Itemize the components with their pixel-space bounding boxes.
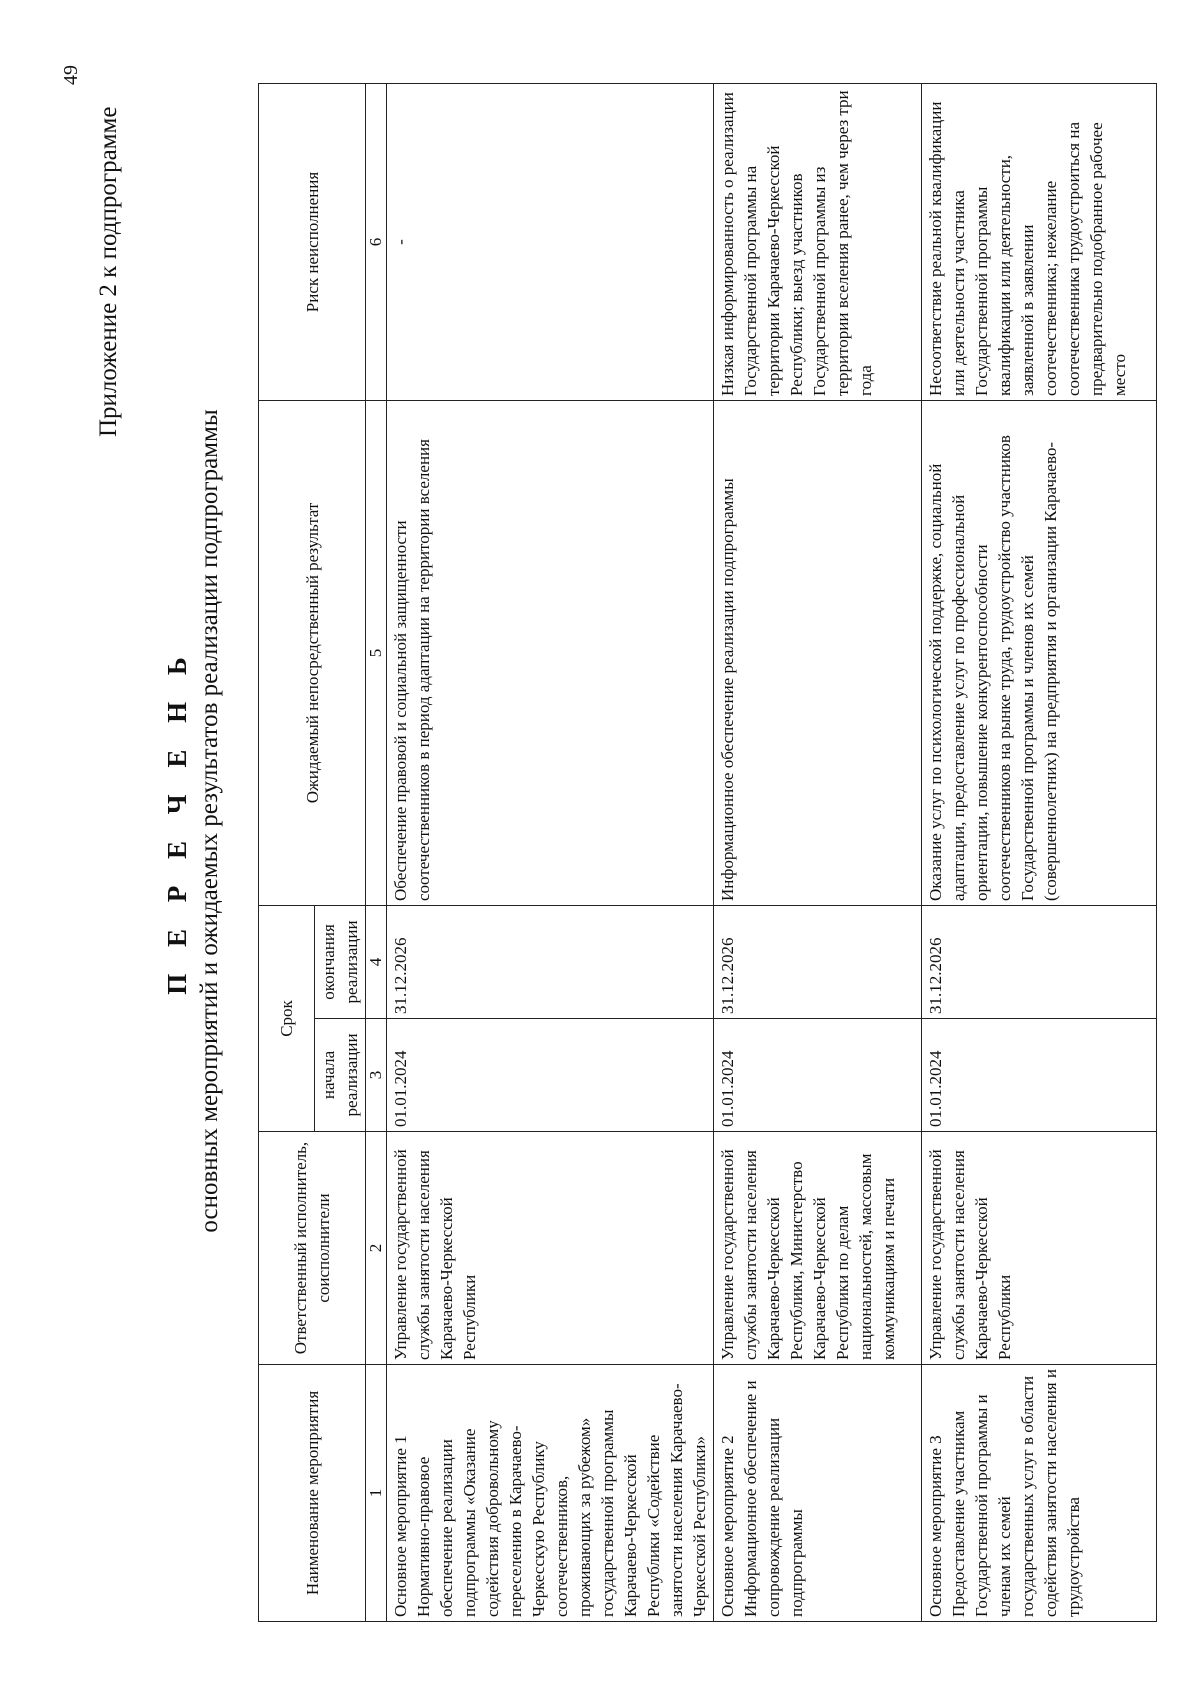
activity-executor: Управление государственной службы занятости населения Карачаево-Черкесской Республики — [387, 1132, 714, 1365]
column-number-row — [366, 83, 387, 1621]
column-number: 2 — [366, 1132, 387, 1365]
header-name: Наименование мероприятия — [259, 1365, 366, 1622]
column-number: 3 — [366, 1019, 387, 1132]
activities-table — [258, 83, 1157, 1622]
header-risk: Риск неисполнения — [259, 83, 366, 400]
activity-start: 01.01.2024 — [714, 1019, 922, 1132]
header-term: Срок — [259, 905, 315, 1131]
column-number: 5 — [366, 400, 387, 905]
header-start: начала реализации — [315, 1019, 366, 1132]
table-row — [714, 83, 922, 1621]
document-subtitle: основных мероприятий и ожидаемых результатов реализации подпрограммы — [196, 409, 223, 1233]
activity-name: Основное мероприятие 2 Информационное обеспечение и сопровождение реализации подпрограммы — [714, 1365, 922, 1622]
appendix-title: Приложение 2 к подпрограмме — [95, 106, 122, 437]
activity-result: Обеспечение правовой и социальной защищенности соотечественников в период адаптации на территории вселения — [387, 400, 714, 905]
table-row — [922, 83, 1157, 1621]
activity-end: 31.12.2026 — [387, 905, 714, 1018]
activity-result: Оказание услуг по психологической поддержке, социальной адаптации, предоставление услуг по профессиональной ориентации, повышение конкурентоспособности соотечественников на рынке труда, трудоустройство участников Государственной программы и членов их семей (совершеннолетних) на предприятия и организации Карачаево- — [922, 400, 1157, 905]
header-executor: Ответственный исполнитель, соисполнители — [259, 1132, 366, 1365]
activity-start: 01.01.2024 — [387, 1019, 714, 1132]
activity-end: 31.12.2026 — [922, 905, 1157, 1018]
activity-risk: Низкая информированность о реализации Государственной программы на территории Карачаево-Черкесской Республики; выезд участников Государственной программы из территории вселения ранее, чем через три года — [714, 83, 922, 400]
page-number: 49 — [60, 65, 82, 85]
activity-start: 01.01.2024 — [922, 1019, 1157, 1132]
activity-risk: Несоответствие реальной квалификации или деятельности участника Государственной программы квалификации или деятельности, заявленной в заявлении соотечественника; нежелание соотечественника трудоустроиться на предварительно подобранное рабочее место — [922, 83, 1157, 400]
activity-executor: Управление государственной службы занятости населения Карачаево-Черкесской Республики — [922, 1132, 1157, 1365]
header-end: окончания реализации — [315, 905, 366, 1018]
column-number: 4 — [366, 905, 387, 1018]
header-result: Ожидаемый непосредственный результат — [259, 400, 366, 905]
column-number: 1 — [366, 1365, 387, 1622]
activity-name: Основное мероприятие 3 Предоставление участникам Государственной программы и членам их семей государственных услуг в области содействия занятости населения и трудоустройства — [922, 1365, 1157, 1622]
document-title: П Е Р Е Ч Е Н Ь — [162, 647, 192, 995]
activity-executor: Управление государственной службы занятости населения Карачаево-Черкесской Республики, Министерство Карачаево-Черкесской Республики по делам национальностей, массовым коммуникациям и печати — [714, 1132, 922, 1365]
activity-end: 31.12.2026 — [714, 905, 922, 1018]
activity-risk: - — [387, 83, 714, 400]
activity-name: Основное мероприятие 1 Нормативно-правовое обеспечение реализации подпрограммы «Оказание содействия добровольному переселению в Карачаево-Черкесскую Республику соотечественников, проживающих за рубежом» государственной программы Карачаево-Черкесской Республики «Содействие занятости населения Карачаево-Черкесской Республики» — [387, 1365, 714, 1622]
activity-result: Информационное обеспечение реализации подпрограммы — [714, 400, 922, 905]
table-row — [387, 83, 714, 1621]
column-number: 6 — [366, 83, 387, 400]
